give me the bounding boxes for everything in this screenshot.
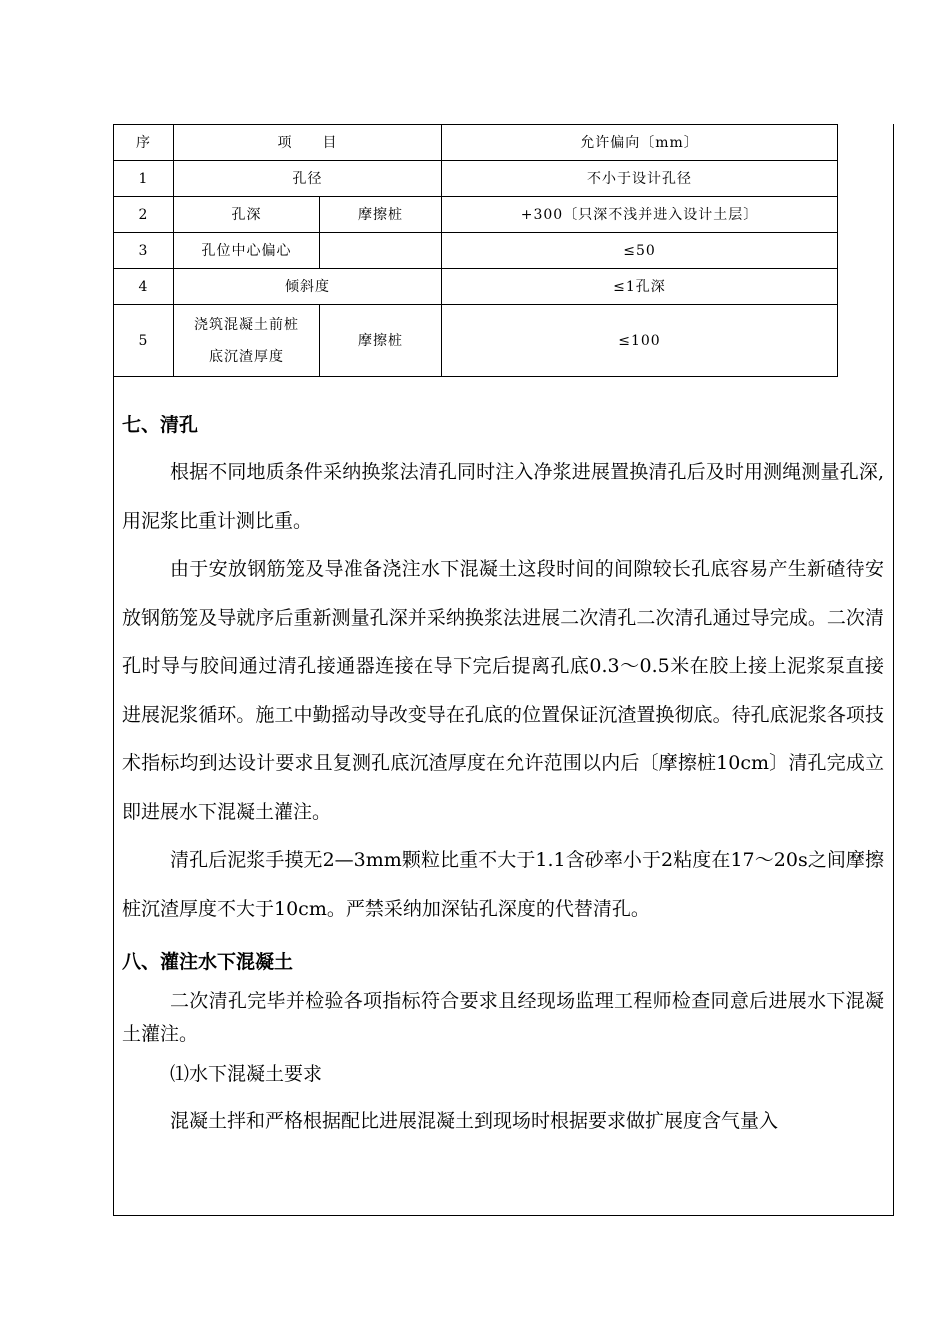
row-subitem	[320, 233, 442, 269]
header-no: 序	[114, 125, 174, 161]
paragraph: 混凝土拌和严格根据配比进展混凝土到现场时根据要求做扩展度含气量入	[170, 1110, 779, 1132]
subheading: ⑴水下混凝土要求	[170, 1063, 323, 1085]
paragraph: 二次清孔完毕并检验各项指标符合要求且经现场监理工程师检查同意后进展水下混凝土灌注。	[122, 990, 884, 1045]
row-tolerance: ≤50	[442, 233, 838, 269]
row-item-line: 底沉渣厚度	[209, 348, 284, 365]
table-row	[114, 197, 838, 233]
table-row	[114, 161, 838, 197]
row-item: 孔径	[174, 161, 442, 197]
row-no: 2	[114, 197, 174, 233]
row-subitem: 摩擦桩	[320, 197, 442, 233]
row-item: 孔深	[174, 197, 320, 233]
header-item: 项 目	[174, 125, 442, 161]
row-item: 孔位中心偏心	[174, 233, 320, 269]
table-row	[114, 269, 838, 305]
tolerance-table	[113, 124, 838, 377]
row-subitem: 摩擦桩	[320, 305, 442, 377]
row-no: 3	[114, 233, 174, 269]
row-no: 1	[114, 161, 174, 197]
paragraph: 清孔后泥浆手摸无2—3mm颗粒比重不大于1.1含砂率小于2粘度在17～20s之间摩擦桩沉渣厚度不大于10cm。严禁采纳加深钻孔深度的代替清孔。	[122, 849, 884, 920]
paragraph: 由于安放钢筋笼及导准备浇注水下混凝土这段时间的间隙较长孔底容易产生新碴待安放钢筋笼及导就序后重新测量孔深并采纳换浆法进展二次清孔二次清孔通过导完成。二次清孔时导与胶间通过清孔接通器连接在导下完后提离孔底0.3～0.5米在胶上接上泥浆泵直接进展泥浆循环。施工中勤摇动导改变导在孔底的位置保证沉渣置换彻底。待孔底泥浆各项技术指标均到达设计要求且复测孔底沉渣厚度在允许范围以内后〔摩擦桩10cm〕清孔完成立即进展水下混凝土灌注。	[122, 558, 884, 823]
row-tolerance: ≤100	[442, 305, 838, 377]
header-tolerance: 允许偏向〔mm〕	[442, 125, 838, 161]
row-tolerance: 不小于设计孔径	[442, 161, 838, 197]
paragraph: 根据不同地质条件采纳换浆法清孔同时注入净浆进展置换清孔后及时用测绳测量孔深,用泥浆比重计测比重。	[122, 461, 884, 532]
row-no: 4	[114, 269, 174, 305]
row-item: 倾斜度	[174, 269, 442, 305]
table-header-row	[114, 125, 838, 161]
section-heading: 七、清孔	[122, 414, 199, 436]
row-tolerance: ≤1孔深	[442, 269, 838, 305]
section-heading: 八、灌注水下混凝土	[122, 951, 294, 973]
row-item-line: 浇筑混凝土前桩	[194, 316, 299, 333]
row-tolerance: +300〔只深不浅并进入设计土层〕	[442, 197, 838, 233]
row-no: 5	[114, 305, 174, 377]
row-item	[174, 305, 320, 377]
table-row	[114, 305, 838, 377]
document-body	[122, 402, 884, 1146]
table-row	[114, 233, 838, 269]
